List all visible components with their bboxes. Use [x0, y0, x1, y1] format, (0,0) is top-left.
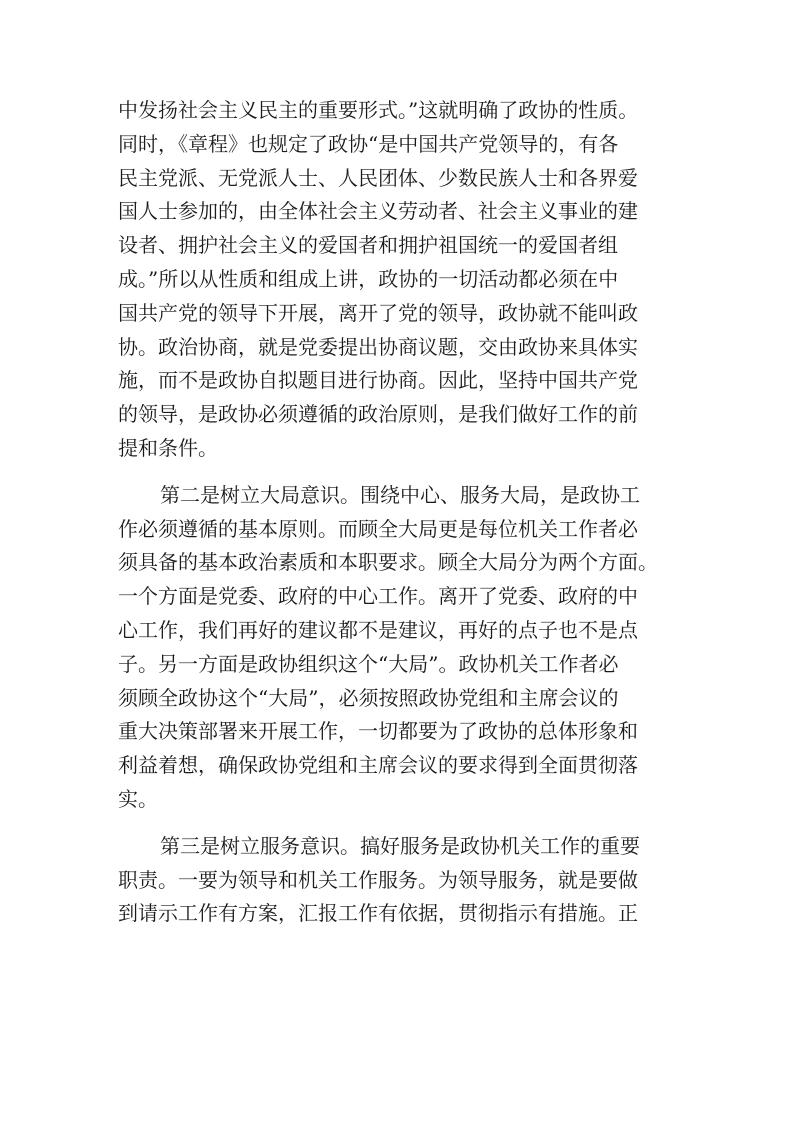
- text-line: 重大决策部署来开展工作，一切都要为了政协的总体形象和: [118, 719, 638, 744]
- text-line: 第二是树立大局意识。围绕中心、服务大局，是政协工: [160, 482, 640, 507]
- text-line: 作必须遵循的基本原则。而顾全大局更是每位机关工作者必: [118, 516, 638, 541]
- text-line: 协。政治协商，就是党委提出协商议题，交由政协来具体实: [118, 334, 638, 359]
- text-line: 国共产党的领导下开展，离开了党的领导，政协就不能叫政: [118, 300, 638, 325]
- text-line: 提和条件。: [118, 435, 218, 460]
- text-line: 职责。一要为领导和机关工作服务。为领导服务，就是要做: [118, 867, 638, 892]
- paragraph-2: [118, 479, 678, 817]
- text-line: 实。: [118, 786, 158, 811]
- paragraph-3: [118, 830, 678, 931]
- text-line: 的领导，是政协必须遵循的政治原则，是我们做好工作的前: [118, 402, 638, 427]
- text-line: 民主党派、无党派人士、人民团体、少数民族人士和各界爱: [118, 165, 638, 190]
- paragraph-gap: [118, 817, 678, 830]
- text-line: 同时，《章程》也规定了政协“是中国共产党领导的，有各: [118, 131, 619, 156]
- text-line: 成。”所以从性质和组成上讲，政协的一切活动都必须在中: [118, 266, 619, 291]
- text-line: 须顾全政协这个“大局”，必须按照政协党组和主席会议的: [118, 685, 619, 710]
- paragraph-1: [118, 94, 678, 466]
- text-line: 一个方面是党委、政府的中心工作。离开了党委、政府的中: [118, 584, 638, 609]
- text-line: 心工作，我们再好的建议都不是建议，再好的点子也不是点: [118, 617, 638, 642]
- text-line: 施，而不是政协自拟题目进行协商。因此，坚持中国共产党: [118, 368, 638, 393]
- text-line: 中发扬社会主义民主的重要形式。”这就明确了政协的性质。: [118, 98, 639, 122]
- paragraph-gap: [118, 466, 678, 479]
- text-line: 第三是树立服务意识。搞好服务是政协机关工作的重要: [160, 833, 640, 858]
- text-line: 须具备的基本政治素质和本职要求。顾全大局分为两个方面。: [118, 550, 658, 575]
- text-line: 设者、拥护社会主义的爱国者和拥护祖国统一的爱国者组: [118, 233, 618, 258]
- body-text: [118, 94, 678, 931]
- text-line: 国人士参加的，由全体社会主义劳动者、社会主义事业的建: [118, 199, 638, 224]
- text-line: 子。另一方面是政协组织这个“大局”。政协机关工作者必: [118, 651, 619, 676]
- text-line: 到请示工作有方案，汇报工作有依据，贯彻指示有措施。正: [118, 901, 638, 926]
- text-line: 利益着想，确保政协党组和主席会议的要求得到全面贯彻落: [118, 753, 638, 778]
